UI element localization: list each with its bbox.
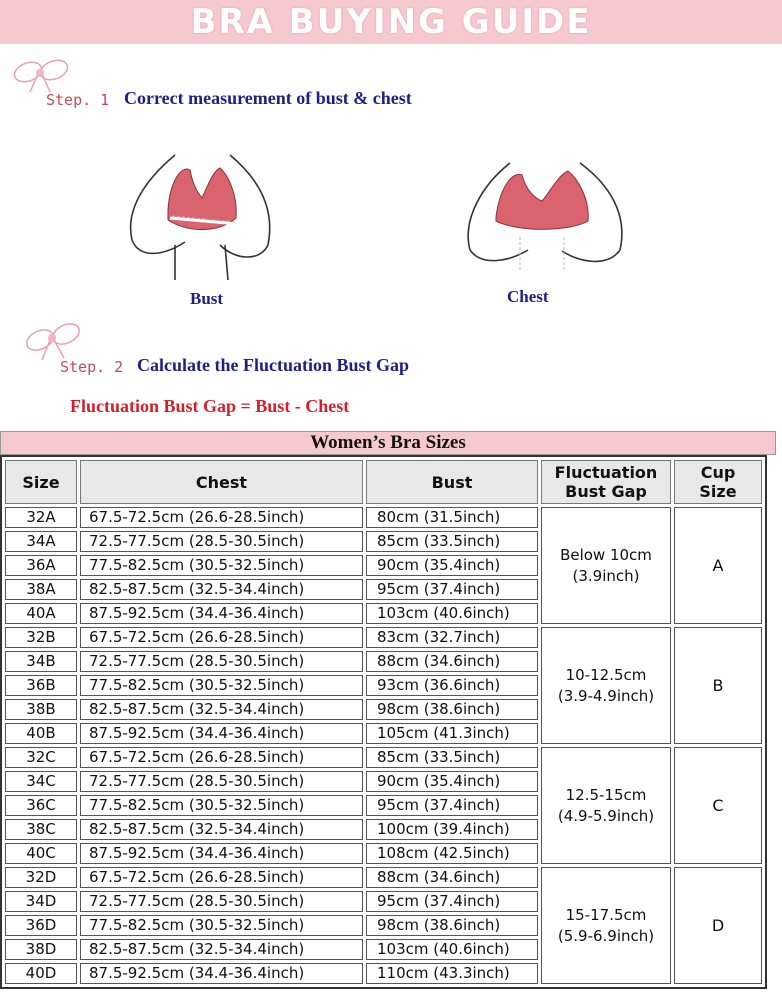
gap-line1: 15-17.5cm bbox=[565, 905, 647, 924]
gap-cell bbox=[541, 627, 671, 744]
chest-cell: 87.5-92.5cm (34.4-36.4inch) bbox=[80, 723, 363, 744]
bust-cell: 103cm (40.6inch) bbox=[366, 603, 538, 624]
header-chest: Chest bbox=[80, 460, 363, 504]
chest-cell: 82.5-87.5cm (32.5-34.4inch) bbox=[80, 579, 363, 600]
size-cell: 34A bbox=[5, 531, 77, 552]
chest-cell: 72.5-77.5cm (28.5-30.5inch) bbox=[80, 651, 363, 672]
gap-cell bbox=[541, 867, 671, 984]
size-cell: 34C bbox=[5, 771, 77, 792]
size-cell: 34D bbox=[5, 891, 77, 912]
size-cell: 36D bbox=[5, 915, 77, 936]
bust-cell: 100cm (39.4inch) bbox=[366, 819, 538, 840]
bust-cell: 93cm (36.6inch) bbox=[366, 675, 538, 696]
size-cell: 34B bbox=[5, 651, 77, 672]
cup-cell: D bbox=[674, 867, 762, 984]
size-cell: 38B bbox=[5, 699, 77, 720]
chest-cell: 77.5-82.5cm (30.5-32.5inch) bbox=[80, 795, 363, 816]
gap-formula: Fluctuation Bust Gap = Bust - Chest bbox=[70, 396, 350, 416]
size-cell: 32B bbox=[5, 627, 77, 648]
size-cell: 40A bbox=[5, 603, 77, 624]
bust-cell: 103cm (40.6inch) bbox=[366, 939, 538, 960]
header-cup bbox=[674, 460, 762, 504]
table-header-row bbox=[5, 460, 762, 504]
size-cell: 32A bbox=[5, 507, 77, 528]
chest-cell: 77.5-82.5cm (30.5-32.5inch) bbox=[80, 555, 363, 576]
size-cell: 36B bbox=[5, 675, 77, 696]
step2-title: Calculate the Fluctuation Bust Gap bbox=[137, 355, 410, 375]
gap-cell bbox=[541, 507, 671, 624]
size-cell: 36C bbox=[5, 795, 77, 816]
header-gap-line2: Bust Gap bbox=[565, 482, 647, 501]
bust-cell: 90cm (35.4inch) bbox=[366, 555, 538, 576]
bra-size-table bbox=[0, 455, 767, 989]
size-cell: 40C bbox=[5, 843, 77, 864]
gap-line2: (3.9inch) bbox=[572, 566, 640, 585]
chest-measurement-illustration bbox=[460, 155, 630, 285]
bust-cell: 110cm (43.3inch) bbox=[366, 963, 538, 984]
chest-cell: 77.5-82.5cm (30.5-32.5inch) bbox=[80, 675, 363, 696]
chest-cell: 67.5-72.5cm (26.6-28.5inch) bbox=[80, 507, 363, 528]
bust-cell: 95cm (37.4inch) bbox=[366, 891, 538, 912]
header-bust: Bust bbox=[366, 460, 538, 504]
bust-caption: Bust bbox=[190, 289, 224, 308]
size-cell: 40D bbox=[5, 963, 77, 984]
size-cell: 38C bbox=[5, 819, 77, 840]
chest-cell: 67.5-72.5cm (26.6-28.5inch) bbox=[80, 867, 363, 888]
gap-line1: 12.5-15cm bbox=[565, 785, 647, 804]
bust-cell: 90cm (35.4inch) bbox=[366, 771, 538, 792]
bust-cell: 98cm (38.6inch) bbox=[366, 699, 538, 720]
chest-cell: 72.5-77.5cm (28.5-30.5inch) bbox=[80, 771, 363, 792]
step2-label: Step. 2 bbox=[60, 358, 124, 376]
gap-line1: Below 10cm bbox=[560, 545, 652, 564]
bust-measurement-illustration bbox=[120, 150, 280, 290]
table-title: Women’s Bra Sizes bbox=[0, 431, 776, 455]
cup-cell: A bbox=[674, 507, 762, 624]
chest-cell: 82.5-87.5cm (32.5-34.4inch) bbox=[80, 939, 363, 960]
chest-cell: 82.5-87.5cm (32.5-34.4inch) bbox=[80, 819, 363, 840]
bust-cell: 95cm (37.4inch) bbox=[366, 795, 538, 816]
chest-cell: 87.5-92.5cm (34.4-36.4inch) bbox=[80, 963, 363, 984]
step1-label: Step. 1 bbox=[46, 91, 110, 109]
header-gap-line1: Fluctuation bbox=[554, 463, 658, 482]
header-cup-line1: Cup bbox=[700, 463, 736, 482]
step1-title: Correct measurement of bust & chest bbox=[124, 88, 412, 108]
cup-cell: C bbox=[674, 747, 762, 864]
chest-cell: 87.5-92.5cm (34.4-36.4inch) bbox=[80, 843, 363, 864]
chest-cell: 67.5-72.5cm (26.6-28.5inch) bbox=[80, 627, 363, 648]
bust-cell: 88cm (34.6inch) bbox=[366, 867, 538, 888]
bust-cell: 85cm (33.5inch) bbox=[366, 747, 538, 768]
header-banner bbox=[0, 0, 782, 44]
chest-cell: 67.5-72.5cm (26.6-28.5inch) bbox=[80, 747, 363, 768]
size-cell: 32C bbox=[5, 747, 77, 768]
table-row bbox=[5, 507, 762, 528]
bust-cell: 105cm (41.3inch) bbox=[366, 723, 538, 744]
chest-cell: 72.5-77.5cm (28.5-30.5inch) bbox=[80, 891, 363, 912]
page-title: BRA BUYING GUIDE bbox=[190, 2, 592, 42]
chest-cell: 82.5-87.5cm (32.5-34.4inch) bbox=[80, 699, 363, 720]
table-row bbox=[5, 867, 762, 888]
size-cell: 36A bbox=[5, 555, 77, 576]
table-row bbox=[5, 627, 762, 648]
table-body bbox=[5, 507, 762, 984]
chest-cell: 77.5-82.5cm (30.5-32.5inch) bbox=[80, 915, 363, 936]
chest-caption: Chest bbox=[507, 287, 549, 306]
header-cup-line2: Size bbox=[699, 482, 737, 501]
gap-line1: 10-12.5cm bbox=[565, 665, 647, 684]
header-gap bbox=[541, 460, 671, 504]
table-row bbox=[5, 747, 762, 768]
size-cell: 38A bbox=[5, 579, 77, 600]
cup-cell: B bbox=[674, 627, 762, 744]
bust-cell: 88cm (34.6inch) bbox=[366, 651, 538, 672]
gap-line2: (3.9-4.9inch) bbox=[557, 686, 655, 705]
header-size: Size bbox=[5, 460, 77, 504]
bust-cell: 83cm (32.7inch) bbox=[366, 627, 538, 648]
size-cell: 38D bbox=[5, 939, 77, 960]
size-cell: 32D bbox=[5, 867, 77, 888]
bust-cell: 85cm (33.5inch) bbox=[366, 531, 538, 552]
bust-cell: 98cm (38.6inch) bbox=[366, 915, 538, 936]
gap-line2: (4.9-5.9inch) bbox=[557, 806, 655, 825]
size-cell: 40B bbox=[5, 723, 77, 744]
bust-cell: 95cm (37.4inch) bbox=[366, 579, 538, 600]
gap-line2: (5.9-6.9inch) bbox=[557, 926, 655, 945]
gap-cell bbox=[541, 747, 671, 864]
bust-cell: 108cm (42.5inch) bbox=[366, 843, 538, 864]
chest-cell: 87.5-92.5cm (34.4-36.4inch) bbox=[80, 603, 363, 624]
bust-cell: 80cm (31.5inch) bbox=[366, 507, 538, 528]
chest-cell: 72.5-77.5cm (28.5-30.5inch) bbox=[80, 531, 363, 552]
